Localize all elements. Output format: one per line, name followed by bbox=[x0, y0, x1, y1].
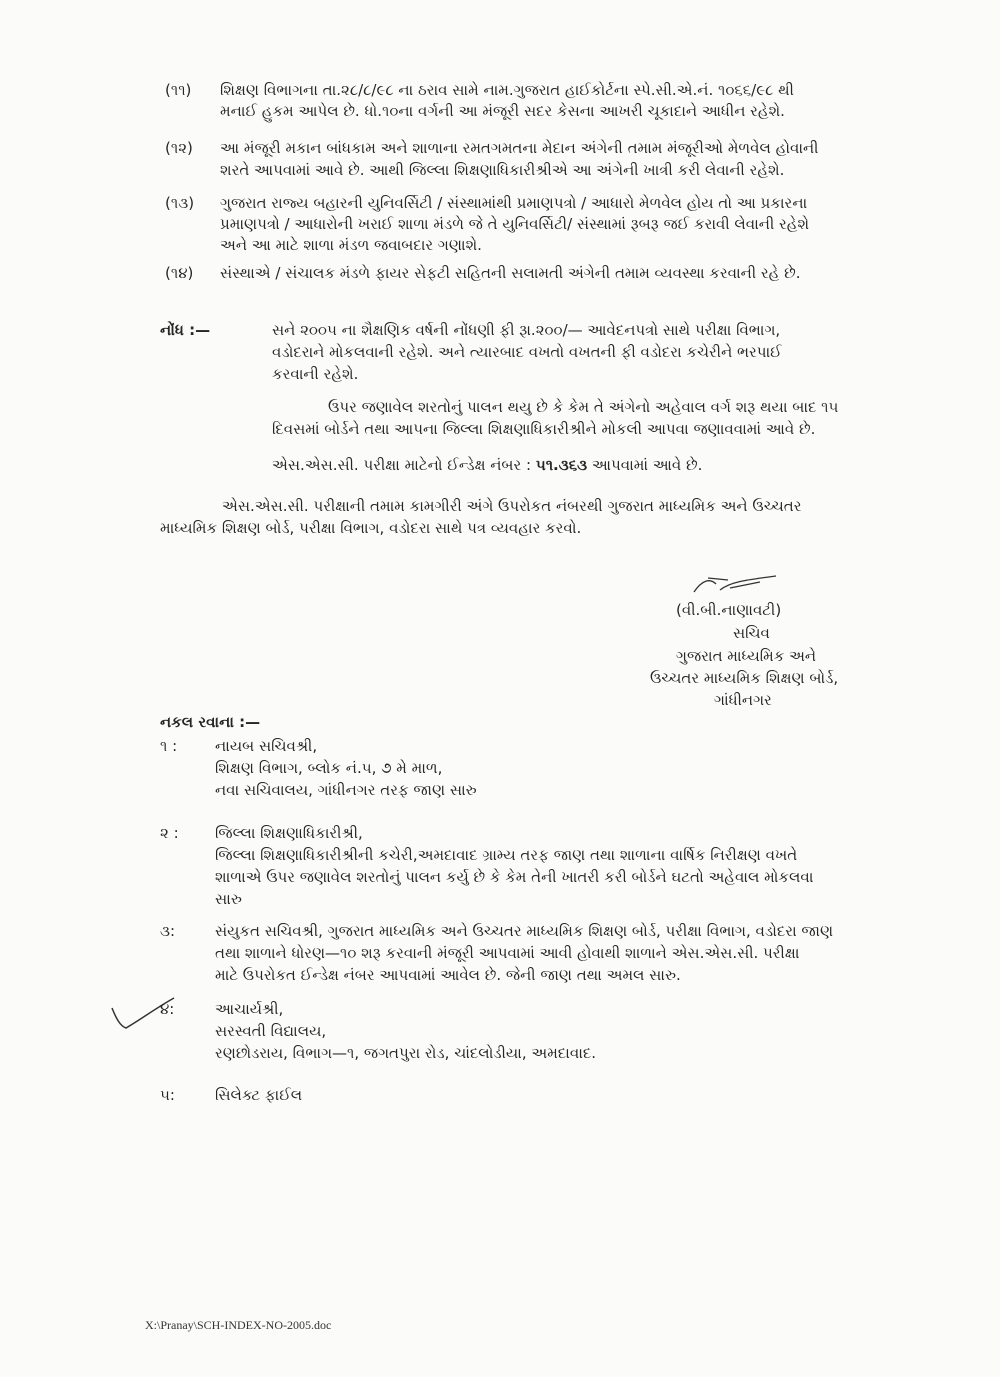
copy-1-line-2: શિક્ષણ વિભાગ, બ્લોક નં.૫, ૭ મે માળ, bbox=[215, 759, 443, 777]
condition-14-line-1: સંસ્થાએ / સંચાલક મંડળે ફાયર સેફટી સહિતની સલામતી અંગેની તમામ વ્યવસ્થા કરવાની રહે છે. bbox=[220, 264, 801, 282]
note-para2-line-2: દિવસમાં બોર્ડને તથા આપના જિલ્લા શિક્ષણાધિકારીશ્રીને મોકલી આપવા જણાવવામાં આવે છે. bbox=[272, 420, 816, 438]
copy-4-line-3: રણછોડરાય, વિભાગ—૧, જગતપુરા રોડ, ચાંદલોડીયા, અમદાવાદ. bbox=[215, 1044, 597, 1062]
copy-3-number: ૩: bbox=[160, 922, 176, 940]
copy-1-line-1: નાયબ સચિવશ્રી, bbox=[215, 737, 318, 755]
correspondence-line-2: માધ્યમિક શિક્ષણ બોર્ડ, પરીક્ષા વિભાગ, વડોદરા સાથે પત્ર વ્યવહાર કરવો. bbox=[160, 519, 582, 537]
copy-to-label: નકલ રવાના :— bbox=[160, 713, 261, 731]
condition-12-line-1: આ મંજૂરી મકાન બાંધકામ અને શાળાના રમતગમતના મેદાન અંગેની તમામ મંજૂરીઓ મેળવેલ હોવાની bbox=[220, 139, 819, 157]
condition-13-line-3: અને આ માટે શાળા મંડળ જવાબદાર ગણાશે. bbox=[220, 236, 482, 254]
copy-2-line-4: સારુ bbox=[215, 890, 242, 908]
signatory-org-line-1: ગુજરાત માધ્યમિક અને bbox=[676, 647, 817, 665]
signatory-name: (વી.બી.નાણાવટી) bbox=[676, 601, 782, 619]
signatory-designation: સચિવ bbox=[733, 624, 770, 642]
note-para1-line-1: સને ૨૦૦૫ ના શૈક્ષણિક વર્ષની નોંધણી ફી રૂા.૨૦૦/— આવેદનપત્રો સાથે પરીક્ષા વિભાગ, bbox=[272, 321, 781, 339]
copy-1-number: ૧ : bbox=[160, 737, 178, 755]
index-number: ૫૧.૩૬૩ bbox=[535, 456, 588, 474]
note-para2-line-1: ઉપર જણાવેલ શરતોનું પાલન થયુ છે કે કેમ તે અંગેનો અહેવાલ વર્ગ શરૂ થયા બાદ ૧૫ bbox=[328, 398, 839, 416]
copy-2-line-1: જિલ્લા શિક્ષણાધિકારીશ્રી, bbox=[215, 824, 363, 842]
signatory-org-line-2: ઉચ્ચતર માધ્યમિક શિક્ષણ બોર્ડ, bbox=[650, 669, 839, 687]
note-para1-line-3: કરવાની રહેશે. bbox=[272, 365, 359, 383]
condition-11-number: (૧૧) bbox=[165, 81, 192, 99]
footer-file-path: X:\Pranay\SCH-INDEX-NO-2005.doc bbox=[145, 1318, 332, 1332]
condition-11-line-2: મનાઈ હુકમ આપેલ છે. ધો.૧૦ના વર્ગની આ મંજૂરી સદર કેસના આખરી ચૂકાદાને આધીન રહેશે. bbox=[220, 102, 785, 120]
copy-2-number: ૨ : bbox=[160, 824, 179, 842]
copy-5-number: ૫: bbox=[160, 1086, 175, 1104]
copy-4-line-1: આચાર્યશ્રી, bbox=[215, 1000, 284, 1018]
copy-2-line-3: શાળાએ ઉપર જણાવેલ શરતોનું પાલન કર્યુ છે કે કેમ તેની ખાતરી કરી બોર્ડને ઘટતો અહેવાલ મોકલવા bbox=[215, 868, 814, 886]
condition-13-number: (૧૩) bbox=[165, 194, 195, 212]
condition-14-number: (૧૪) bbox=[165, 264, 194, 282]
index-prefix: એસ.એસ.સી. પરીક્ષા માટેનો ઈન્ડેક્ષ નંબર : bbox=[272, 456, 532, 474]
copy-3-line-1: સંયુકત સચિવશ્રી, ગુજરાત માધ્યમિક અને ઉચ્ચતર માધ્યમિક શિક્ષણ બોર્ડ, પરીક્ષા વિભાગ, વડોદરા જાણ bbox=[215, 922, 834, 940]
copy-5-line-1: સિલેક્ટ ફાઈલ bbox=[215, 1086, 303, 1104]
index-suffix: આપવામાં આવે છે. bbox=[591, 456, 703, 474]
condition-11-line-1: શિક્ષણ વિભાગના તા.૨૮/૮/૯૮ ના ઠરાવ સામે નામ.ગુજરાત હાઈકોર્ટના સ્પે.સી.એ.નં. ૧૦૬૬/૯૮ થી bbox=[220, 81, 794, 99]
copy-2-line-2: જિલ્લા શિક્ષણાધિકારીશ્રીની કચેરી,અમદાવાદ ગ્રામ્ય તરફ જાણ તથા શાળાના વાર્ષિક નિરીક્ષણ વખતે bbox=[215, 846, 798, 864]
condition-13-line-2: પ્રમાણપત્રો / આધારોની ખરાઈ શાળા મંડળે જે તે યુનિવર્સિટી/ સંસ્થામાં રૂબરૂ જઈ કરાવી લેવાની રહેશે bbox=[220, 215, 810, 233]
correspondence-line-1: એસ.એસ.સી. પરીક્ષાની તમામ કામગીરી અંગે ઉપરોકત નંબરથી ગુજરાત માધ્યમિક અને ઉચ્ચતર bbox=[222, 497, 802, 515]
copy-4-number: ૪: bbox=[160, 1000, 175, 1018]
condition-12-line-2: શરતે આપવામાં આવે છે. આથી જિલ્લા શિક્ષણાધિકારીશ્રીએ આ અંગેની ખાત્રી કરી લેવાની રહેશે. bbox=[220, 161, 785, 179]
condition-13-line-1: ગુજરાત રાજ્ય બહારની યુનિવર્સિટી / સંસ્થામાંથી પ્રમાણપત્રો / આધારો મેળવેલ હોય તો આ પ્રકારના bbox=[220, 194, 808, 212]
condition-12-number: (૧૨) bbox=[165, 139, 193, 157]
note-para1-line-2: વડોદરાને મોકલવાની રહેશે. અને ત્યારબાદ વખતો વખતની ફી વડોદરા કચેરીને ભરપાઈ bbox=[272, 343, 782, 361]
copy-4-line-2: સરસ્વતી વિદ્યાલય, bbox=[215, 1022, 327, 1040]
copy-3-line-2: તથા શાળાને ધોરણ—૧૦ શરૂ કરવાની મંજૂરી આપવામાં આવી હોવાથી શાળાને એસ.એસ.સી. પરીક્ષા bbox=[215, 944, 800, 962]
signature-mark bbox=[690, 570, 780, 600]
copy-3-line-3: માટે ઉપરોકત ઈન્ડેક્ષ નંબર આપવામાં આવેલ છે. જેની જાણ તથા અમલ સારુ. bbox=[215, 966, 681, 984]
index-number-line bbox=[272, 455, 702, 475]
copy-1-line-3: નવા સચિવાલય, ગાંધીનગર તરફ જાણ સારુ bbox=[215, 781, 477, 799]
note-label: નોંધ :— bbox=[160, 321, 211, 339]
signatory-place: ગાંધીનગર bbox=[714, 691, 772, 709]
